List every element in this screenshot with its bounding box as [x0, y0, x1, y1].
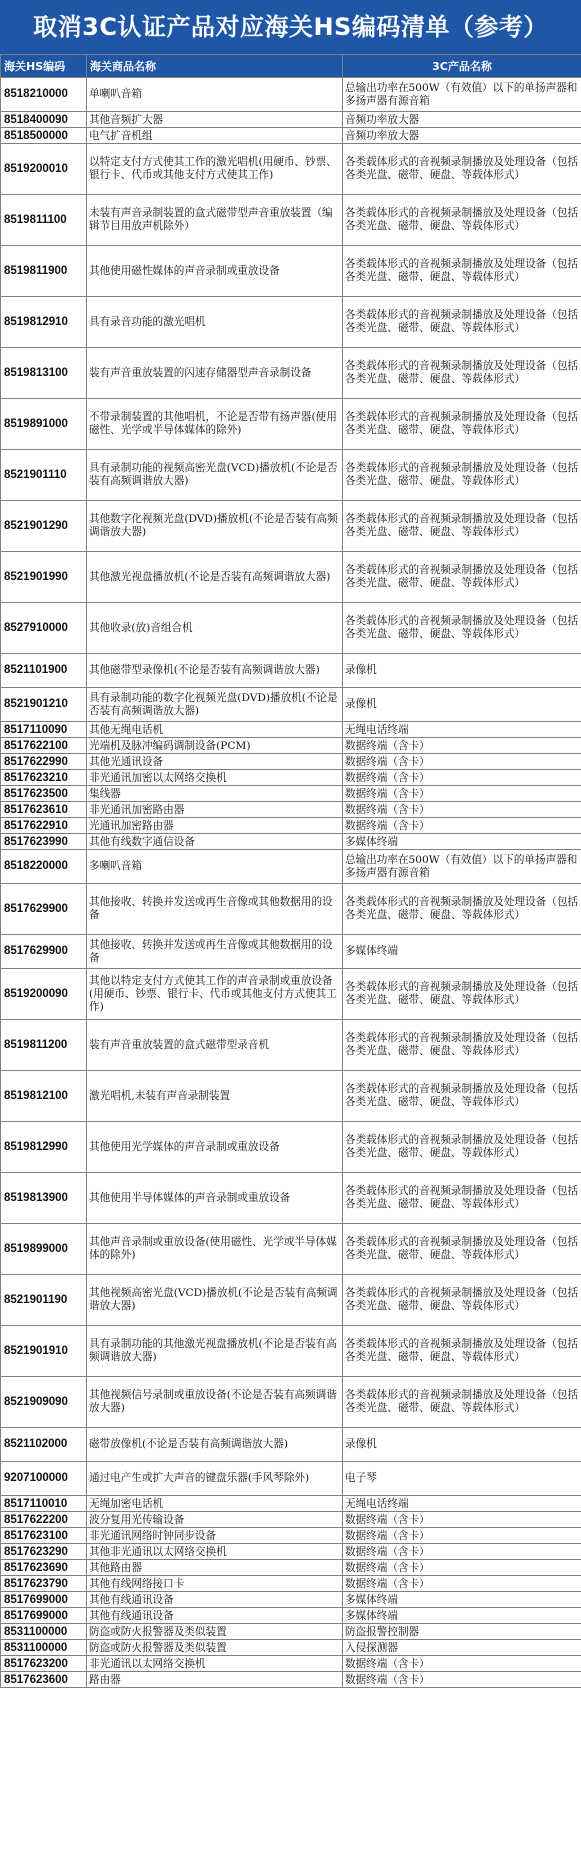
goods-name-cell: 其他视频高密光盘(VCD)播放机(不论是否装有高频调谐放大器) [87, 1275, 343, 1326]
table-row [1, 754, 581, 770]
table-row [1, 1608, 581, 1624]
goods-name-cell: 其他路由器 [87, 1560, 343, 1576]
product-category-cell: 各类载体形式的音视频录制播放及处理设备（包括各类光盘、磁带、硬盘、等载体形式） [343, 1224, 581, 1275]
goods-name-cell: 其他使用半导体媒体的声音录制或重放设备 [87, 1173, 343, 1224]
goods-name-cell: 非光通讯网络时钟同步设备 [87, 1528, 343, 1544]
hs-code-cell: 8519812910 [1, 297, 87, 348]
product-category-cell: 数据终端（含卡） [343, 754, 581, 770]
product-category-cell: 防盗报警控制器 [343, 1624, 581, 1640]
table-row [1, 770, 581, 786]
product-category-cell: 数据终端（含卡） [343, 1656, 581, 1672]
goods-name-cell: 波分复用光传输设备 [87, 1512, 343, 1528]
hs-code-cell: 8517623500 [1, 786, 87, 802]
table-row [1, 450, 581, 501]
goods-name-cell: 其他有线通讯设备 [87, 1592, 343, 1608]
goods-name-cell: 装有声音重放装置的闪速存储器型声音录制设备 [87, 348, 343, 399]
product-category-cell: 各类载体形式的音视频录制播放及处理设备（包括各类光盘、磁带、硬盘、等载体形式） [343, 603, 581, 654]
table-row [1, 128, 581, 144]
product-category-cell: 各类载体形式的音视频录制播放及处理设备（包括各类光盘、磁带、硬盘、等载体形式） [343, 297, 581, 348]
page-title: 取消3C认证产品对应海关HS编码清单（参考） [0, 0, 581, 54]
goods-name-cell: 其他接收、转换并发送或再生音像或其他数据用的设备 [87, 935, 343, 969]
goods-name-cell: 具有录制功能的其他激光视盘播放机(不论是否装有高频调谐放大器) [87, 1326, 343, 1377]
goods-name-cell: 电气扩音机组 [87, 128, 343, 144]
hs-code-cell: 8521901990 [1, 552, 87, 603]
product-category-cell: 数据终端（含卡） [343, 802, 581, 818]
hs-code-cell: 8521909090 [1, 1377, 87, 1428]
goods-name-cell: 其他有线网络接口卡 [87, 1576, 343, 1592]
table-row [1, 1122, 581, 1173]
product-category-cell: 各类载体形式的音视频录制播放及处理设备（包括各类光盘、磁带、硬盘、等载体形式） [343, 884, 581, 935]
product-category-cell: 总输出功率在500W（有效值）以下的单扬声器和多扬声器有源音箱 [343, 850, 581, 884]
hs-code-cell: 8521901190 [1, 1275, 87, 1326]
goods-name-cell: 非光通讯加密以太网络交换机 [87, 770, 343, 786]
table-row [1, 603, 581, 654]
table-row [1, 850, 581, 884]
table-row [1, 969, 581, 1020]
product-category-cell: 数据终端（含卡） [343, 818, 581, 834]
goods-name-cell: 磁带放像机(不论是否装有高频调谐放大器) [87, 1428, 343, 1462]
goods-name-cell: 路由器 [87, 1672, 343, 1688]
table-row [1, 688, 581, 722]
hs-code-cell: 8517622990 [1, 754, 87, 770]
hs-code-cell: 8531100000 [1, 1624, 87, 1640]
table-row [1, 1592, 581, 1608]
hs-code-cell: 8519811100 [1, 195, 87, 246]
product-category-cell: 入侵探测器 [343, 1640, 581, 1656]
hs-code-cell: 8519813100 [1, 348, 87, 399]
table-row [1, 1528, 581, 1544]
hs-code-cell: 8517622200 [1, 1512, 87, 1528]
goods-name-cell: 激光唱机,未装有声音录制装置 [87, 1071, 343, 1122]
table-row [1, 802, 581, 818]
table-row [1, 399, 581, 450]
product-category-cell: 各类载体形式的音视频录制播放及处理设备（包括各类光盘、磁带、硬盘、等载体形式） [343, 1122, 581, 1173]
product-category-cell: 多媒体终端 [343, 834, 581, 850]
product-category-cell: 录像机 [343, 1428, 581, 1462]
table-row [1, 297, 581, 348]
product-category-cell: 各类载体形式的音视频录制播放及处理设备（包括各类光盘、磁带、硬盘、等载体形式） [343, 1173, 581, 1224]
goods-name-cell: 具有录制功能的视频高密光盘(VCD)播放机(不论是否装有高频调谐放大器) [87, 450, 343, 501]
table-row [1, 195, 581, 246]
hs-code-cell: 8521901210 [1, 688, 87, 722]
hs-code-cell: 8517110090 [1, 722, 87, 738]
product-category-cell: 各类载体形式的音视频录制播放及处理设备（包括各类光盘、磁带、硬盘、等载体形式） [343, 1326, 581, 1377]
hs-code-cell: 8517623290 [1, 1544, 87, 1560]
hs-code-cell: 8518210000 [1, 78, 87, 112]
goods-name-cell: 光通讯加密路由器 [87, 818, 343, 834]
goods-name-cell: 其他使用磁性媒体的声音录制或重放设备 [87, 246, 343, 297]
goods-name-cell: 其他数字化视频光盘(DVD)播放机(不论是否装有高频调谐放大器) [87, 501, 343, 552]
goods-name-cell: 防盗或防火报警器及类似装置 [87, 1624, 343, 1640]
goods-name-cell: 无绳加密电话机 [87, 1496, 343, 1512]
product-category-cell: 数据终端（含卡） [343, 1544, 581, 1560]
hs-code-cell: 8521101900 [1, 654, 87, 688]
hs-code-cell: 8519811900 [1, 246, 87, 297]
hs-code-cell: 8517623790 [1, 1576, 87, 1592]
table-row [1, 112, 581, 128]
table-row [1, 1512, 581, 1528]
hs-code-cell: 8517110010 [1, 1496, 87, 1512]
hs-code-cell: 8517623990 [1, 834, 87, 850]
hs-code-cell: 8517623600 [1, 1672, 87, 1688]
product-category-cell: 录像机 [343, 688, 581, 722]
product-category-cell: 数据终端（含卡） [343, 1528, 581, 1544]
goods-name-cell: 其他有线数字通信设备 [87, 834, 343, 850]
table-row [1, 1326, 581, 1377]
goods-name-cell: 非光通讯加密路由器 [87, 802, 343, 818]
goods-name-cell: 不带录制装置的其他唱机，不论是否带有扬声器(使用磁性、光学或半导体媒体的除外) [87, 399, 343, 450]
goods-name-cell: 其他音频扩大器 [87, 112, 343, 128]
hs-code-cell: 8517623610 [1, 802, 87, 818]
hs-code-cell: 8519812990 [1, 1122, 87, 1173]
hs-code-cell: 8518400090 [1, 112, 87, 128]
goods-name-cell: 其他光通讯设备 [87, 754, 343, 770]
goods-name-cell: 未装有声音录制装置的盒式磁带型声音重放装置（编辑节目用放声机除外） [87, 195, 343, 246]
goods-name-cell: 通过电产生或扩大声音的键盘乐器(手风琴除外) [87, 1462, 343, 1496]
product-category-cell: 数据终端（含卡） [343, 1560, 581, 1576]
product-category-cell: 多媒体终端 [343, 935, 581, 969]
product-category-cell: 各类载体形式的音视频录制播放及处理设备（包括各类光盘、磁带、硬盘、等载体形式） [343, 399, 581, 450]
table-row [1, 1656, 581, 1672]
goods-name-cell: 其他以特定支付方式使其工作的声音录制或重放设备(用硬币、钞票、银行卡、代币或其他支付方式使其工作) [87, 969, 343, 1020]
column-header-goods-name: 海关商品名称 [87, 55, 343, 78]
product-category-cell: 音频功率放大器 [343, 128, 581, 144]
table-row [1, 348, 581, 399]
hs-code-cell: 8531100000 [1, 1640, 87, 1656]
goods-name-cell: 其他接收、转换并发送或再生音像或其他数据用的设备 [87, 884, 343, 935]
table-row [1, 1496, 581, 1512]
table-header [1, 55, 581, 78]
hs-code-cell: 8519899000 [1, 1224, 87, 1275]
product-category-cell: 数据终端（含卡） [343, 1672, 581, 1688]
product-category-cell: 无绳电话终端 [343, 722, 581, 738]
table-row [1, 1544, 581, 1560]
hs-code-cell: 8519200090 [1, 969, 87, 1020]
table-row [1, 722, 581, 738]
product-category-cell: 各类载体形式的音视频录制播放及处理设备（包括各类光盘、磁带、硬盘、等载体形式） [343, 246, 581, 297]
column-header-hs-code: 海关HS编码 [1, 55, 87, 78]
product-category-cell: 多媒体终端 [343, 1608, 581, 1624]
table-row [1, 1462, 581, 1496]
goods-name-cell: 光端机及脉冲编码调制设备(PCM) [87, 738, 343, 754]
table-row [1, 144, 581, 195]
product-category-cell: 数据终端（含卡） [343, 738, 581, 754]
hs-code-cell: 8517623690 [1, 1560, 87, 1576]
hs-code-cell: 8521901910 [1, 1326, 87, 1377]
goods-name-cell: 具有录音功能的激光唱机 [87, 297, 343, 348]
table-row [1, 834, 581, 850]
goods-name-cell: 其他磁带型录像机(不论是否装有高频调谐放大器) [87, 654, 343, 688]
table-row [1, 1640, 581, 1656]
product-category-cell: 多媒体终端 [343, 1592, 581, 1608]
hs-code-cell: 8519813900 [1, 1173, 87, 1224]
product-category-cell: 总输出功率在500W（有效值）以下的单扬声器和多扬声器有源音箱 [343, 78, 581, 112]
hs-code-cell: 8517699000 [1, 1608, 87, 1624]
table-row [1, 1576, 581, 1592]
hs-code-cell: 8517623100 [1, 1528, 87, 1544]
table-row [1, 1560, 581, 1576]
goods-name-cell: 其他使用光学媒体的声音录制或重放设备 [87, 1122, 343, 1173]
hs-code-cell: 8518220000 [1, 850, 87, 884]
hs-code-cell: 8521901110 [1, 450, 87, 501]
goods-name-cell: 其他无绳电话机 [87, 722, 343, 738]
product-category-cell: 录像机 [343, 654, 581, 688]
table-row [1, 246, 581, 297]
product-category-cell: 各类载体形式的音视频录制播放及处理设备（包括各类光盘、磁带、硬盘、等载体形式） [343, 969, 581, 1020]
hs-code-cell: 8517622910 [1, 818, 87, 834]
product-category-cell: 各类载体形式的音视频录制播放及处理设备（包括各类光盘、磁带、硬盘、等载体形式） [343, 1020, 581, 1071]
goods-name-cell: 装有声音重放装置的盒式磁带型录音机 [87, 1020, 343, 1071]
hs-code-cell: 8519812100 [1, 1071, 87, 1122]
hs-code-cell: 8519200010 [1, 144, 87, 195]
product-category-cell: 无绳电话终端 [343, 1496, 581, 1512]
hs-code-cell: 8517623200 [1, 1656, 87, 1672]
table-body [1, 78, 581, 1688]
table-row [1, 1624, 581, 1640]
table-row [1, 1173, 581, 1224]
table-row [1, 1428, 581, 1462]
hs-code-cell: 8518500000 [1, 128, 87, 144]
table-row [1, 501, 581, 552]
product-category-cell: 数据终端（含卡） [343, 770, 581, 786]
hs-code-table [0, 54, 581, 1688]
hs-code-cell: 8517622100 [1, 738, 87, 754]
product-category-cell: 电子琴 [343, 1462, 581, 1496]
table-row [1, 786, 581, 802]
product-category-cell: 各类载体形式的音视频录制播放及处理设备（包括各类光盘、磁带、硬盘、等载体形式） [343, 450, 581, 501]
column-header-3c-product: 3C产品名称 [343, 55, 581, 78]
product-category-cell: 各类载体形式的音视频录制播放及处理设备（包括各类光盘、磁带、硬盘、等载体形式） [343, 1071, 581, 1122]
product-category-cell: 各类载体形式的音视频录制播放及处理设备（包括各类光盘、磁带、硬盘、等载体形式） [343, 552, 581, 603]
table-row [1, 1071, 581, 1122]
table-row [1, 1377, 581, 1428]
hs-code-cell: 9207100000 [1, 1462, 87, 1496]
hs-code-cell: 8517699000 [1, 1592, 87, 1608]
goods-name-cell: 防盗或防火报警器及类似装置 [87, 1640, 343, 1656]
hs-code-cell: 8519891000 [1, 399, 87, 450]
table-row [1, 552, 581, 603]
goods-name-cell: 非光通讯以太网络交换机 [87, 1656, 343, 1672]
table-row [1, 1275, 581, 1326]
table-row [1, 935, 581, 969]
hs-code-cell: 8527910000 [1, 603, 87, 654]
goods-name-cell: 其他激光视盘播放机(不论是否装有高频调谐放大器) [87, 552, 343, 603]
goods-name-cell: 其他非光通讯以太网络交换机 [87, 1544, 343, 1560]
goods-name-cell: 单喇叭音箱 [87, 78, 343, 112]
goods-name-cell: 以特定支付方式使其工作的激光唱机(用硬币、钞票、银行卡、代币或其他支付方式使其工作) [87, 144, 343, 195]
goods-name-cell: 多喇叭音箱 [87, 850, 343, 884]
table-row [1, 1672, 581, 1688]
hs-code-cell: 8521901290 [1, 501, 87, 552]
table-row [1, 78, 581, 112]
product-category-cell: 数据终端（含卡） [343, 1576, 581, 1592]
goods-name-cell: 集线器 [87, 786, 343, 802]
product-category-cell: 数据终端（含卡） [343, 786, 581, 802]
product-category-cell: 各类载体形式的音视频录制播放及处理设备（包括各类光盘、磁带、硬盘、等载体形式） [343, 144, 581, 195]
hs-code-cell: 8521102000 [1, 1428, 87, 1462]
table-row [1, 654, 581, 688]
hs-code-cell: 8519811200 [1, 1020, 87, 1071]
table-row [1, 1224, 581, 1275]
table-row [1, 1020, 581, 1071]
hs-code-cell: 8517623210 [1, 770, 87, 786]
product-category-cell: 各类载体形式的音视频录制播放及处理设备（包括各类光盘、磁带、硬盘、等载体形式） [343, 501, 581, 552]
hs-code-cell: 8517629900 [1, 884, 87, 935]
product-category-cell: 音频功率放大器 [343, 112, 581, 128]
goods-name-cell: 其他有线通讯设备 [87, 1608, 343, 1624]
product-category-cell: 数据终端（含卡） [343, 1512, 581, 1528]
product-category-cell: 各类载体形式的音视频录制播放及处理设备（包括各类光盘、磁带、硬盘、等载体形式） [343, 1377, 581, 1428]
product-category-cell: 各类载体形式的音视频录制播放及处理设备（包括各类光盘、磁带、硬盘、等载体形式） [343, 195, 581, 246]
goods-name-cell: 具有录制功能的数字化视频光盘(DVD)播放机(不论是否装有高频调谐放大器) [87, 688, 343, 722]
goods-name-cell: 其他声音录制或重放设备(使用磁性、光学或半导体媒体的除外) [87, 1224, 343, 1275]
goods-name-cell: 其他收录(放)音组合机 [87, 603, 343, 654]
table-row [1, 884, 581, 935]
product-category-cell: 各类载体形式的音视频录制播放及处理设备（包括各类光盘、磁带、硬盘、等载体形式） [343, 348, 581, 399]
table-row [1, 818, 581, 834]
table-row [1, 738, 581, 754]
goods-name-cell: 其他视频信号录制或重放设备(不论是否装有高频调谐放大器) [87, 1377, 343, 1428]
hs-code-cell: 8517629900 [1, 935, 87, 969]
product-category-cell: 各类载体形式的音视频录制播放及处理设备（包括各类光盘、磁带、硬盘、等载体形式） [343, 1275, 581, 1326]
